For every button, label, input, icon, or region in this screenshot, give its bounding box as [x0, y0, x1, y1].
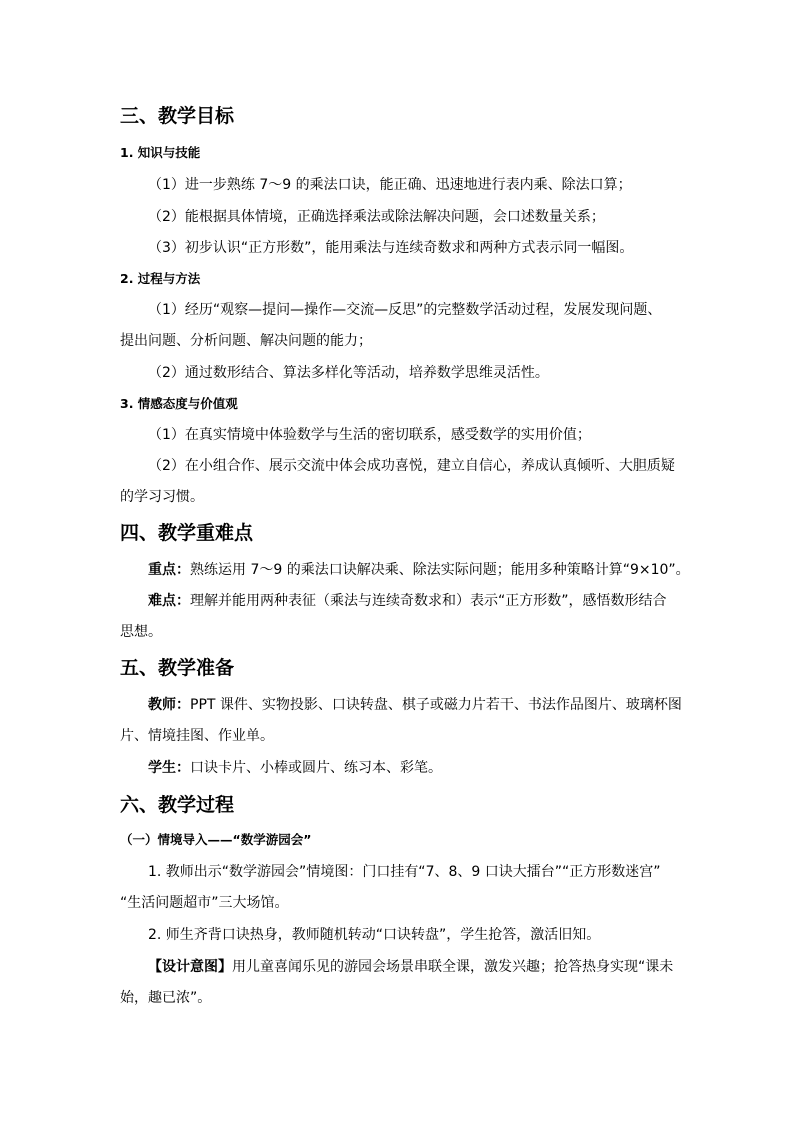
design-intent-line-2: 始，趣已浓”。 [120, 990, 212, 1006]
subheading-process: 2. 过程与方法 [120, 271, 201, 286]
section-title-process: 六、教学过程 [120, 794, 235, 816]
design-intent-label: 【设计意图】 [148, 959, 232, 975]
keypoint-hard [148, 591, 667, 611]
subheading-situation: （一）情境导入——“数学游园会” [120, 832, 312, 847]
keypoint-hard-line-2: 思想。 [120, 624, 162, 640]
goal-process-item-1-line-2: 提出问题、分析问题、解决问题的能力； [120, 333, 372, 349]
design-intent [148, 957, 673, 977]
goal-process-item-2: （2）通过数形结合、算法多样化等活动，培养数学思维灵活性。 [148, 365, 549, 381]
prep-student-label: 学生： [148, 760, 190, 776]
prep-teacher-label: 教师： [148, 697, 190, 713]
goal-knowledge-item-2: （2）能根据具体情境，正确选择乘法或除法解决问题，会口述数量关系； [148, 209, 605, 225]
keypoint-hard-label: 难点： [148, 593, 190, 609]
process-paragraph-2: 2. 师生齐背口诀热身，教师随机转动“口诀转盘”，学生抢答，激活旧知。 [148, 927, 601, 943]
section-title-keypoints: 四、教学重难点 [120, 522, 254, 544]
prep-teacher-text: PPT 课件、实物投影、口诀转盘、棋子或磁力片若干、书法作品图片、玻璃杯图 [190, 697, 682, 713]
keypoint-key-text: 熟练运用 7～9 的乘法口诀解决乘、除法实际问题；能用多种策略计算“9×10”。 [190, 562, 690, 578]
keypoint-hard-text: 理解并能用两种表征（乘法与连续奇数求和）表示“正方形数”，感悟数形结合 [190, 593, 667, 609]
keypoint-key [148, 560, 690, 580]
section-title-goals: 三、教学目标 [120, 105, 235, 127]
subheading-attitude: 3. 情感态度与价值观 [120, 396, 238, 411]
goal-process-item-1-line-1: （1）经历“观察—提问—操作—交流—反思”的完整数学活动过程，发展发现问题、 [148, 302, 662, 318]
goal-knowledge-item-1: （1）进一步熟练 7～9 的乘法口诀，能正确、迅速地进行表内乘、除法口算； [148, 177, 632, 193]
section-title-prep: 五、教学准备 [120, 657, 235, 679]
goal-attitude-item-1: （1）在真实情境中体验数学与生活的密切联系，感受数学的实用价值； [148, 427, 591, 443]
prep-student [148, 758, 442, 778]
prep-student-text: 口诀卡片、小棒或圆片、练习本、彩笔。 [190, 760, 442, 776]
design-intent-text: 用儿童喜闻乐见的游园会场景串联全课，激发兴趣；抢答热身实现“课未 [232, 959, 674, 975]
goal-knowledge-item-3: （3）初步认识“正方形数”，能用乘法与连续奇数求和两种方式表示同一幅图。 [148, 240, 634, 256]
prep-teacher-line-2: 片、情境挂图、作业单。 [120, 728, 274, 744]
goal-attitude-item-2-line-2: 的学习习惯。 [120, 489, 204, 505]
subheading-knowledge: 1. 知识与技能 [120, 145, 201, 160]
prep-teacher [148, 695, 682, 715]
process-paragraph-1-line-1: 1. 教师出示“数学游园会”情境图：门口挂有“7、8、9 口诀大擂台”“正方形数迷宫” [148, 864, 661, 880]
process-paragraph-1-line-2: “生活问题超市”三大场馆。 [120, 895, 289, 911]
keypoint-key-label: 重点： [148, 562, 190, 578]
goal-attitude-item-2-line-1: （2）在小组合作、展示交流中体会成功喜悦，建立自信心，养成认真倾听、大胆质疑 [148, 458, 675, 474]
